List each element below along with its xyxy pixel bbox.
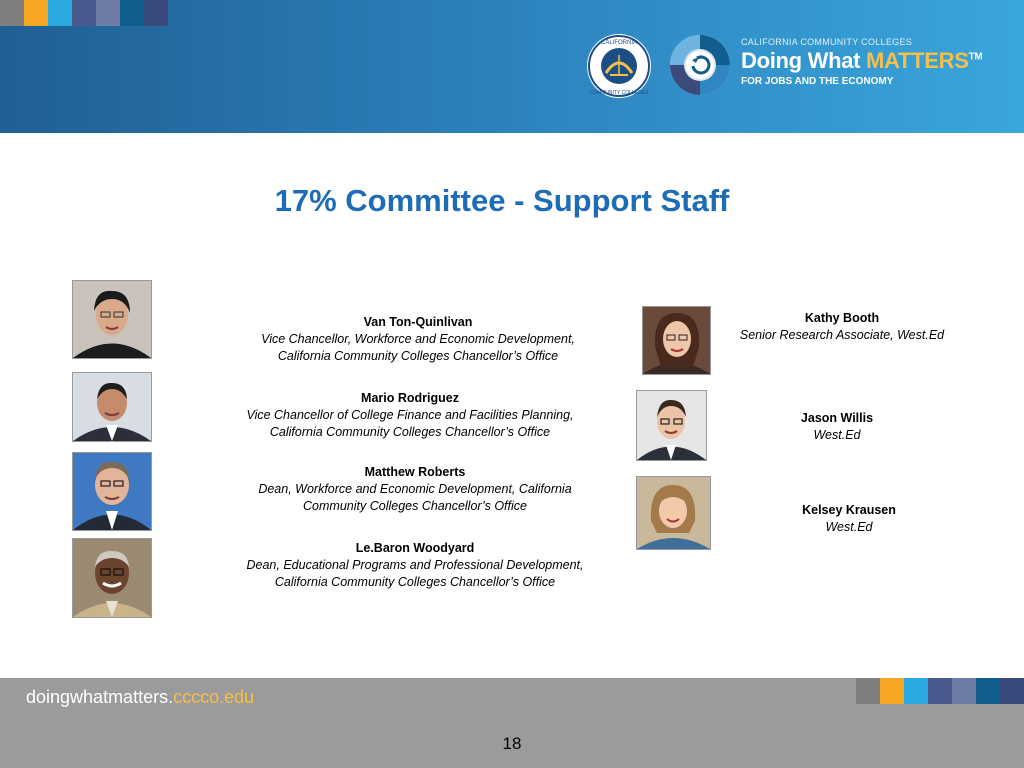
person-jason-willis xyxy=(752,410,922,444)
person-role: Dean, Workforce and Economic Development, California xyxy=(258,482,572,496)
header-banner xyxy=(0,0,1024,133)
person-name: Van Ton-Quinlivan xyxy=(363,315,473,329)
person-kathy-booth xyxy=(712,310,972,344)
person-role: California Community Colleges Chancellor’s Office xyxy=(269,425,551,439)
person-role: Vice Chancellor of College Finance and Facilities Planning, xyxy=(246,408,574,422)
person-role: Vice Chancellor, Workforce and Economic Development, xyxy=(261,332,575,346)
college-seal-logo xyxy=(586,33,652,99)
color-swatch xyxy=(0,0,24,26)
person-role: West.Ed xyxy=(813,428,861,442)
person-role: Senior Research Associate, West.Ed xyxy=(739,328,945,342)
brand-big-text xyxy=(741,48,982,74)
photo-kathy-booth xyxy=(642,306,711,375)
brand-highlight: MATTERS xyxy=(866,48,969,73)
svg-text:CALIFORNIA: CALIFORNIA xyxy=(600,40,638,46)
person-name: Kelsey Krausen xyxy=(802,503,896,517)
person-name: Mario Rodriguez xyxy=(361,391,459,405)
person-lebaron-woodyard xyxy=(208,540,622,591)
person-name: Matthew Roberts xyxy=(364,465,466,479)
person-name: Kathy Booth xyxy=(804,311,880,325)
person-mario-rodriguez xyxy=(205,390,615,441)
person-name: Le.Baron Woodyard xyxy=(355,541,475,555)
color-swatch xyxy=(1000,678,1024,704)
photo-lebaron-woodyard xyxy=(72,538,152,618)
header-color-swatches xyxy=(0,0,168,26)
person-role: Community Colleges Chancellor’s Office xyxy=(303,499,527,513)
person-role: Dean, Educational Programs and Professional Development, xyxy=(246,558,584,572)
color-swatch xyxy=(856,678,880,704)
color-swatch xyxy=(928,678,952,704)
brand-wordmark xyxy=(741,37,982,87)
doing-what-matters-icon xyxy=(668,33,732,97)
brand-prefix: Doing What xyxy=(741,48,867,73)
color-swatch xyxy=(904,678,928,704)
color-swatch xyxy=(120,0,144,26)
color-swatch xyxy=(144,0,168,26)
color-swatch xyxy=(72,0,96,26)
svg-text:COMMUNITY COLLEGES: COMMUNITY COLLEGES xyxy=(589,90,649,96)
photo-kelsey-krausen xyxy=(636,476,711,550)
footer-color-swatches xyxy=(856,678,1024,704)
person-kelsey-krausen xyxy=(764,502,934,536)
footer-url[interactable] xyxy=(26,687,254,708)
footer-url-prefix: doingwhatmatters. xyxy=(26,687,174,707)
brand-small-text: CALIFORNIA COMMUNITY COLLEGES xyxy=(741,37,913,47)
color-swatch xyxy=(24,0,48,26)
photo-jason-willis xyxy=(636,390,707,461)
color-swatch xyxy=(48,0,72,26)
person-name: Jason Willis xyxy=(800,411,874,425)
color-swatch xyxy=(880,678,904,704)
photo-mario-rodriguez xyxy=(72,372,152,442)
footer-url-accent: cccco.edu xyxy=(173,687,255,707)
person-role: California Community Colleges Chancellor’s Office xyxy=(277,349,559,363)
photo-matthew-roberts xyxy=(72,452,152,531)
person-role: California Community Colleges Chancellor’s Office xyxy=(274,575,556,589)
color-swatch xyxy=(976,678,1000,704)
page-number: 18 xyxy=(502,734,522,753)
person-van-ton-quinlivan xyxy=(210,314,626,365)
header-logos xyxy=(586,33,983,99)
footer-bar xyxy=(0,678,1024,768)
trademark: TM xyxy=(968,51,983,63)
color-swatch xyxy=(952,678,976,704)
photo-van-ton-quinlivan xyxy=(72,280,152,359)
person-matthew-roberts xyxy=(210,464,620,515)
brand-subtitle: FOR JOBS AND THE ECONOMY xyxy=(741,76,894,87)
person-role: West.Ed xyxy=(825,520,873,534)
color-swatch xyxy=(96,0,120,26)
slide-title: 17% Committee - Support Staff xyxy=(274,183,730,218)
